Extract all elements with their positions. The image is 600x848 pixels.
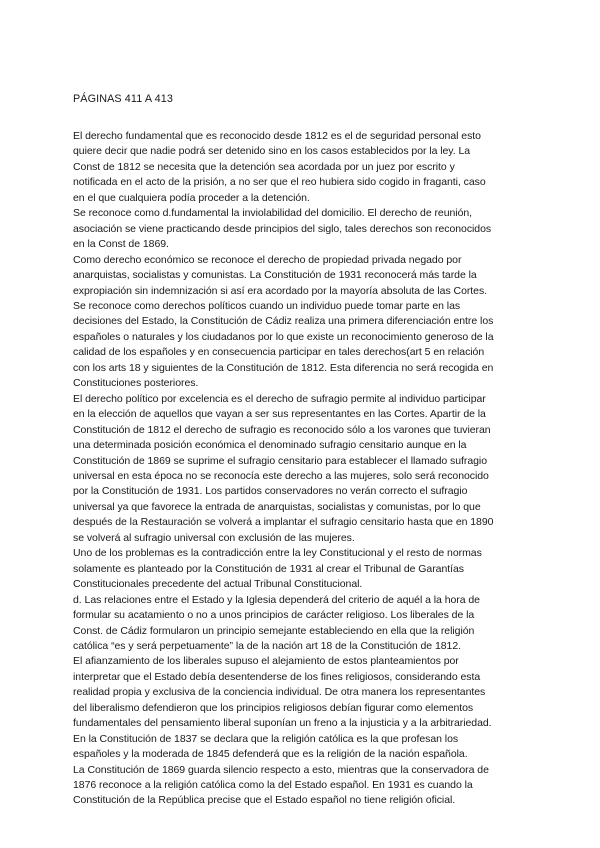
text-line: La Constitución de 1869 guarda silencio respecto a esto, mientras que la conservadora de [73,763,489,776]
text-line: d. Las relaciones entre el Estado y la Iglesia dependerá del criterio de aquél a la hora de [73,593,480,606]
text-line: El derecho político por excelencia es el derecho de sufragio permite al individuo participar [73,392,486,405]
text-line: El afianzamiento de los liberales supuso el alejamiento de estos planteamientos por [73,655,459,668]
text-line: En la Constitución de 1837 se declara que la religión católica es la que profesan los [73,732,459,745]
text-line: Se reconoce como derechos políticos cuando un individuo puede tomar parte en las [73,299,461,312]
text-line: fundamentales del pensamiento liberal suponían un freno a la injusticia y a la arbitrariedad. [73,717,492,730]
text-line: del liberalismo defendieron que los principios religiosos debían figurar como elementos [73,701,474,714]
text-line: Constitución de la República precise que el Estado español no tiene religión oficial. [73,794,456,807]
text-line: universal en esta época no se reconocía este derecho a las mujeres, solo será reconocido [73,469,489,482]
text-line: realidad propia y exclusiva de la conciencia individual. De otra manera los representantes [73,686,486,699]
text-line: calidad de los españoles y en consecuencia participar en tales derechos(art 5 en relación [73,346,485,359]
text-line: Const de 1812 se necesita que la detención sea acordada por un juez por escrito y [73,160,455,173]
text-line: universal ya que favorece la entrada de anarquistas, socialistas y comunistas, por lo que [73,500,481,513]
document-body [73,129,543,809]
text-line: se volverá al sufragio universal con exclusión de las mujeres. [73,531,355,544]
text-line: anarquistas, socialistas y comunistas. La Constitución de 1931 reconocerá más tarde la [73,269,477,282]
text-line: Se reconoce como d.fundamental la inviolabilidad del domicilio. El derecho de reunión, [73,207,473,220]
text-line: formular su acatamiento o no a unos principios de carácter religioso. Los liberales de la [73,609,475,622]
text-line: interpretar que el Estado debía desentenderse de los fines religiosos, considerando esta [73,670,481,683]
text-line: Constitución de 1812 el derecho de sufragio es reconocido sólo a los varones que tuvieran [73,423,491,436]
text-line: después de la Restauración se volverá a implantar el sufragio censitario hasta que en 1890 [73,516,494,529]
text-line: Como derecho económico se reconoce el derecho de propiedad privada negado por [73,253,462,266]
text-line: españoles o naturales y los ciudadanos por lo que existe un reconocimiento generoso de la [73,330,494,343]
page-heading: PÁGINAS 411 A 413 [73,93,173,105]
text-line: en el que cualquiera podía proceder a la detención. [73,191,310,204]
text-line: asociación se viene practicando desde principios del siglo, tales derechos son reconocidos [73,222,492,235]
text-line: Constitución de 1869 se suprime el sufragio censitario para establecer el llamado sufragio [73,454,487,467]
text-line: una determinada posición económica el denominado sufragio censitario aunque en la [73,439,467,452]
text-line: El derecho fundamental que es reconocido desde 1812 es el de seguridad personal esto [73,130,481,142]
text-line: notificada en el acto de la prisión, a no ser que el reo hubiera sido cogido in fraganti, caso [73,176,486,189]
text-line: españoles y la moderada de 1845 defenderá que es la religión de la nación española. [73,748,468,761]
text-line: expropiación sin indemnización si así era acordado por la mayoría absoluta de las Cortes. [73,284,488,297]
text-line: católica “es y será perpetuamente” la de la nación art 18 de la Constitución de 1812. [73,639,461,652]
text-line: por la Constitución de 1931. Los partidos conservadores no verán correcto el sufragio [73,485,468,498]
text-line: Constitucionales precedente del actual Tribunal Constitucional. [73,578,363,591]
text-line: con los arts 18 y siguientes de la Constitución de 1812. Esta diferencia no será recogida en [73,361,494,374]
text-line: Uno de los problemas es la contradicción entre la ley Constitucional y el resto de normas [73,547,482,560]
text-line: en la Const de 1869. [73,238,169,251]
text-line: quiere decir que nadie podrá ser detenido sino en los casos establecidos por la ley. La [73,145,471,158]
text-line: solamente es planteado por la Constitución de 1931 al crear el Tribunal de Garantías [73,562,464,575]
text-line: Const. de Cádiz formularon un principio semejante estableciendo en ella que la religión [73,624,475,637]
text-line: Constituciones posteriores. [73,377,199,390]
text-line: 1876 reconoce a la religión católica como la del Estado español. En 1931 es cuando la [73,779,473,792]
text-line: en la elección de aquellos que vayan a ser sus representantes en las Cortes. Apartir de la [73,408,486,421]
text-line: decisiones del Estado, la Constitución de Cádiz realiza una primera diferenciación entre los [73,315,494,328]
